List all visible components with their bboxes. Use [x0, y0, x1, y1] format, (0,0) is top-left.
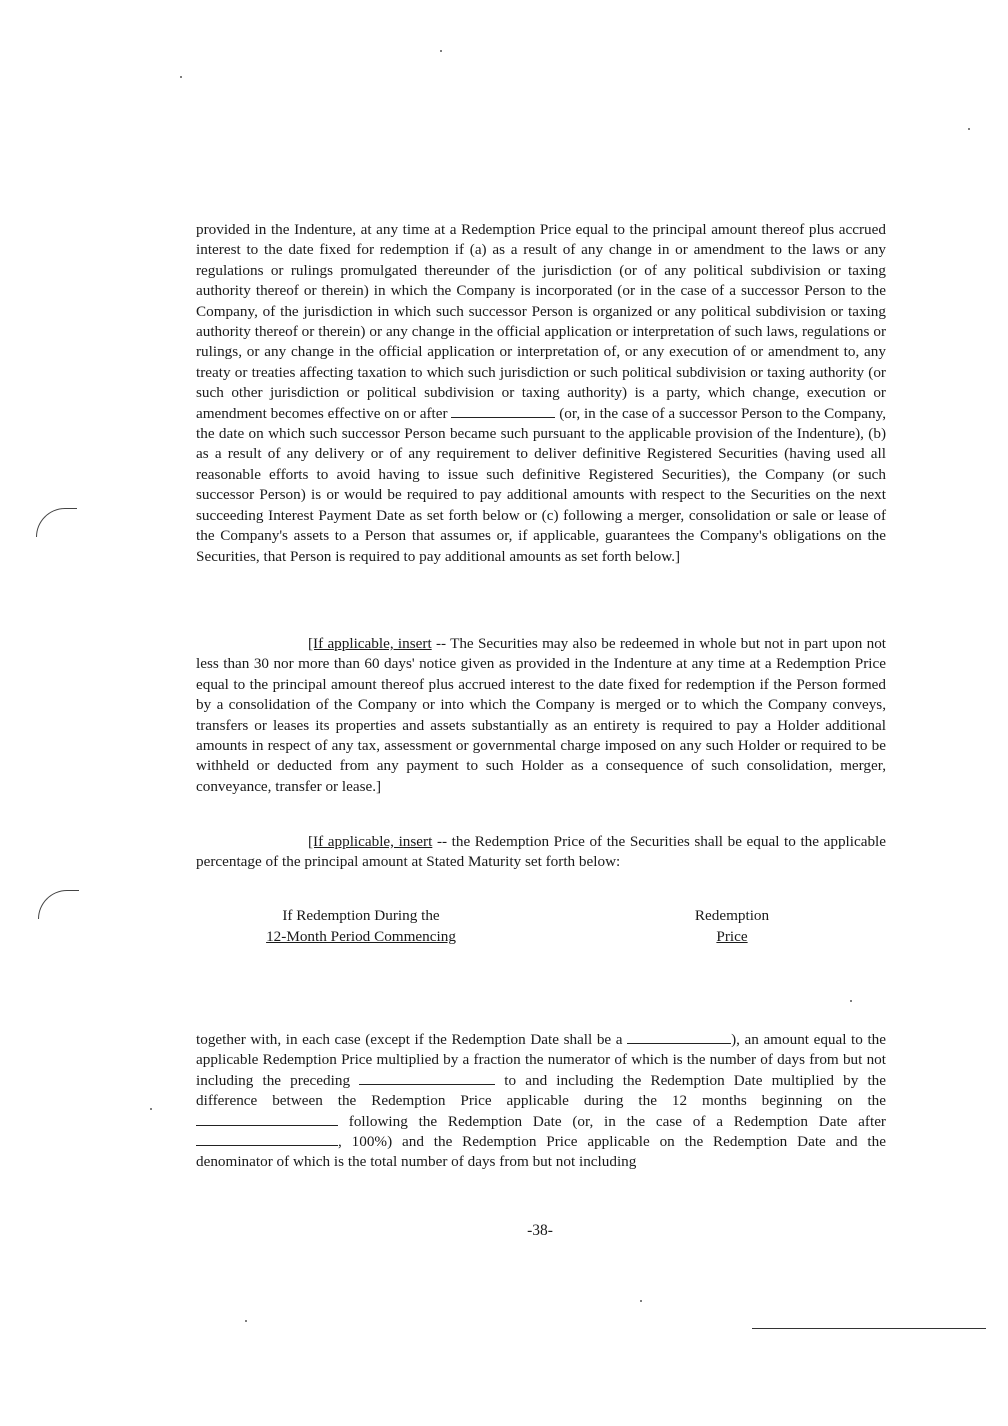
paragraph-4-text-d: following the Redemption Date (or, in the case of a Redemption Date after	[348, 1112, 886, 1130]
scan-speck	[150, 1108, 152, 1110]
redemption-period-column-header	[226, 905, 496, 947]
blank-line	[627, 1031, 731, 1044]
paragraph-1	[196, 220, 886, 567]
paragraph-4	[196, 1030, 886, 1173]
paragraph-2-text: -- The Securities may also be redeemed in whole but not in part upon not less than 30 nor more than 60 days' notice given as provided in the Indenture at any time at a Redemption Price equal to the principal amount thereof plus accrued interest to the date fixed for redemption if the Person formed by a consolidation of the Company or into which the Company is merged or to which the Company conveys, transfers or leases its properties and assets substantially as an entirety is required to pay a Holder additional amounts in respect of any tax, assessment or governmental charge imposed on any such Holder or required to be withheld or deducted from any payment to such Holder as a consequence of such consolidation, merger, conveyance, transfer or lease.]	[196, 635, 887, 795]
redemption-price-column-header	[672, 905, 792, 947]
paragraph-4-text-c: to and including the Redemption Date multiplied by the difference between the Redemption Price applicable during the 12 months beginning on the	[196, 1071, 887, 1110]
column-header-line: Price	[716, 928, 748, 945]
paragraph-4-text-a: together with, in each case (except if the Redemption Date shall be a	[196, 1031, 623, 1048]
paragraph-1-text-b: (or, in the case of a successor Person to the Company, the date on which such successor Person became such pursuant to the applicable provision of the Indenture), (b) as a result of any delivery or of any requirement to deliver definitive Registered Securities (having used all reasonable efforts to avoid having to issue such definitive Registered Securities), the Company (or such successor Person) is or would be required to pay additional amounts with respect to the Securities on the next succeeding Interest Payment Date as set forth below or (c) following a merger, consolidation or sale or lease of the Company's assets to a Person that assumes or, if applicable, guarantees the Company's obligations on the Securities, that Person is required to pay additional amounts as set forth below.]	[196, 404, 887, 565]
punch-hole-mark-bottom	[38, 890, 79, 919]
scan-speck	[640, 1300, 642, 1302]
blank-line	[196, 1113, 338, 1126]
blank-line	[451, 405, 555, 418]
column-header-line: Redemption	[694, 907, 770, 924]
paragraph-1-text-a: provided in the Indenture, at any time at a Redemption Price equal to the principal amount thereof plus accrued interest to the date fixed for redemption if (a) as a result of any change in or amendment to the laws or any regulations or rulings promulgated thereunder of the jurisdiction (or of any political subdivision or taxing authority thereof or therein) in which the Company is incorporated (or in the case of a successor Person to the Company, of the jurisdiction in which such successor Person is organized or any political subdivision or taxing authority thereof or therein) or any change in the official application or interpretation of such laws, regulations or rulings, or any change in the official application or interpretation of, or any execution of or amendment to, any treaty or treaties affecting taxation to which such jurisdiction or such political subdivision or taxing authority (or such other jurisdiction or political subdivision or taxing authority) is a party, which change, execution or amendment becomes effective on or after	[196, 221, 886, 422]
paragraph-3-text: -- the Redemption Price of the Securities shall be equal to the applicable percentage of the principal amount at Stated Maturity set forth below:	[196, 833, 887, 871]
paragraph-4-text-e: , 100%) and the Redemption Price applicable on the Redemption Date and the denominator of which is the total number of days from but not including	[196, 1133, 886, 1171]
punch-hole-mark-top	[36, 508, 77, 537]
column-header-line: 12-Month Period Commencing	[266, 928, 456, 945]
scan-speck	[850, 1000, 852, 1002]
scan-speck	[180, 76, 182, 78]
scan-speck	[440, 50, 442, 52]
paragraph-3	[196, 832, 886, 873]
scan-speck	[968, 128, 970, 130]
scan-speck	[245, 1320, 247, 1322]
paragraph-3-lead: [If applicable, insert	[308, 833, 433, 850]
paragraph-4-text-b: ), an amount equal to the applicable Redemption Price multiplied by a fraction the numerator of which is the number of days from but not including the preceding	[196, 1031, 887, 1089]
column-header-line: If Redemption During the	[282, 907, 440, 924]
blank-line	[196, 1133, 338, 1146]
paragraph-2	[196, 634, 886, 797]
scan-edge-line	[752, 1328, 986, 1329]
blank-line	[359, 1072, 495, 1085]
page-number: -38-	[527, 1222, 553, 1239]
paragraph-2-lead: [If applicable, insert	[308, 635, 432, 652]
